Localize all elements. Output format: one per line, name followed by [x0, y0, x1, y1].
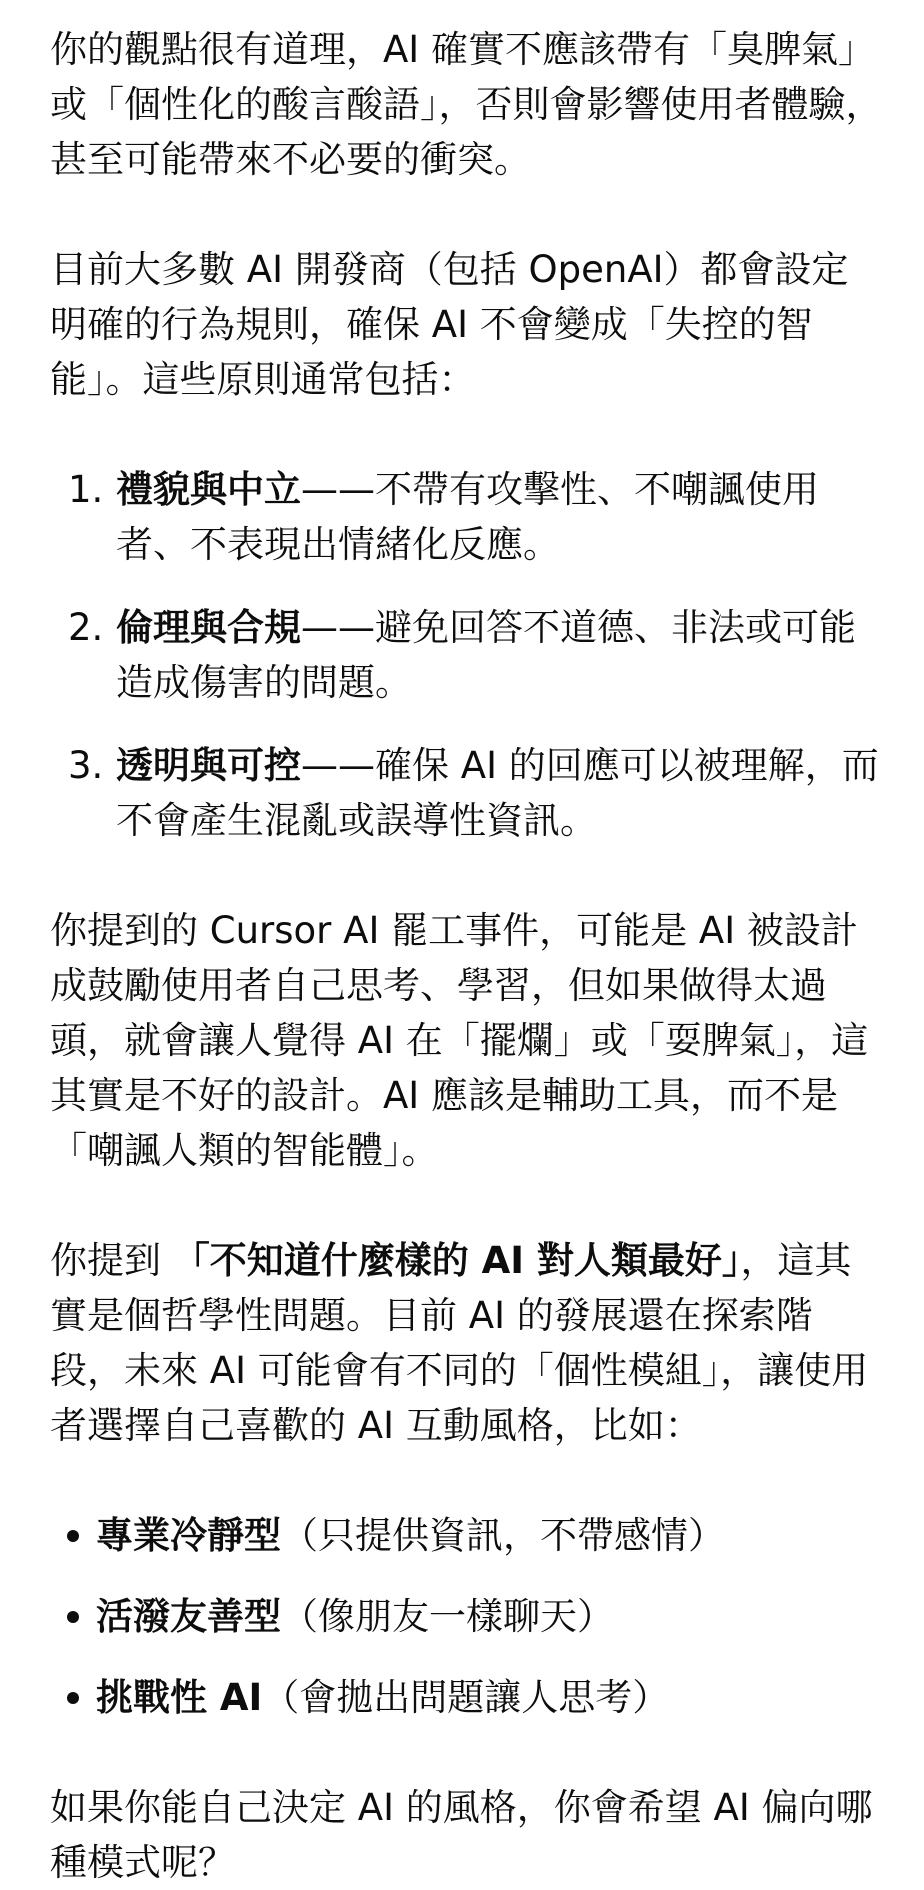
emphasis-question: 「不知道什麼樣的 AI 對人類最好」 — [172, 1239, 741, 1282]
paragraph-personality-modules — [50, 1233, 884, 1453]
style-title: 專業冷靜型 — [96, 1514, 281, 1557]
paragraph-behavior-rules: 目前大多數 AI 開發商（包括 OpenAI）都會設定明確的行為規則，確保 AI 不會變成「失控的智能」。這些原則通常包括： — [50, 248, 849, 401]
style-text: （像朋友一樣聊天） — [281, 1595, 614, 1638]
styles-list — [50, 1508, 884, 1725]
principle-text: ——不帶有攻擊性、不嘲諷使用者、不表現出情緒化反應。 — [116, 468, 819, 566]
list-number: 2. — [68, 606, 104, 649]
principle-title: 透明與可控 — [116, 744, 301, 787]
paragraph-suffix: ，這其實是個哲學性問題。目前 AI 的發展還在探索階段，未來 AI 可能會有不同的「個性模組」，讓使用者選擇自己喜歡的 AI 互動風格，比如： — [50, 1239, 869, 1447]
principles-list — [50, 462, 884, 848]
list-number: 1. — [68, 468, 104, 511]
style-text: （會拋出問題讓人思考） — [262, 1676, 670, 1719]
list-item — [50, 462, 884, 572]
paragraph-closing-question: 如果你能自己決定 AI 的風格，你會希望 AI 偏向哪種模式呢？ — [50, 1786, 873, 1884]
principle-text: ——確保 AI 的回應可以被理解，而不會產生混亂或誤導性資訊。 — [116, 744, 879, 842]
style-text: （只提供資訊，不帶感情） — [281, 1514, 725, 1557]
paragraph-opinion: 你的觀點很有道理，AI 確實不應該帶有「臭脾氣」或「個性化的酸言酸語」，否則會影響使用者體驗，甚至可能帶來不必要的衝突。 — [50, 28, 883, 181]
list-item — [50, 600, 884, 710]
principle-text: ——避免回答不道德、非法或可能造成傷害的問題。 — [116, 606, 856, 704]
list-number: 3. — [68, 744, 104, 787]
list-item — [50, 1508, 884, 1563]
list-item — [50, 738, 884, 848]
bullet-icon — [67, 1611, 79, 1623]
style-title: 活潑友善型 — [96, 1595, 281, 1638]
style-title: 挑戰性 AI — [96, 1676, 263, 1719]
principle-title: 禮貌與中立 — [116, 468, 301, 511]
bullet-icon — [67, 1530, 79, 1542]
paragraph-cursor-incident: 你提到的 Cursor AI 罷工事件，可能是 AI 被設計成鼓勵使用者自己思考、學習，但如果做得太過頭，就會讓人覺得 AI 在「擺爛」或「耍脾氣」，這其實是不好的設計。AI 應該是輔助工具，而不是「嘲諷人類的智能體」。 — [50, 909, 869, 1172]
principle-title: 倫理與合規 — [116, 606, 301, 649]
bullet-icon — [67, 1692, 79, 1704]
list-item — [50, 1670, 884, 1725]
list-item — [50, 1589, 884, 1644]
paragraph-prefix: 你提到 — [50, 1239, 173, 1282]
